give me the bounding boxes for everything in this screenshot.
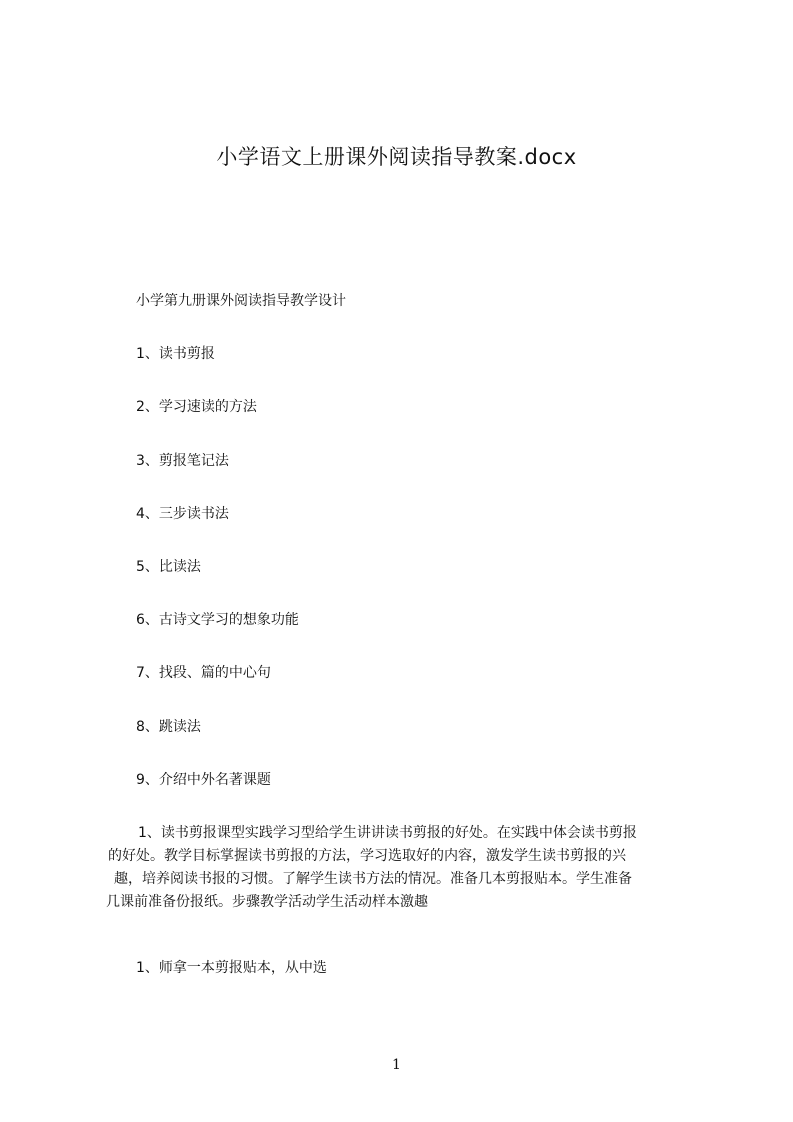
list-item: 2、学习速读的方法 [136,399,257,415]
list-item: 3、剪报笔记法 [136,453,229,469]
paragraph-line: 的好处。教学目标掌握读书剪报的方法，学习选取好的内容，激发学生读书剪报的兴 [108,848,626,864]
document-title: 小学语文上册课外阅读指导教案.docx [216,145,577,169]
paragraph-line: 几课前准备份报纸。步骤教学活动学生活动样本激趣 [106,894,428,910]
paragraph-line: 1、读书剪报课型实践学习型给学生讲讲读书剪报的好处。在实践中体会读书剪报 [138,825,637,841]
page-number: 1 [392,1057,401,1073]
document-subtitle: 小学第九册课外阅读指导教学设计 [136,293,346,309]
list-item: 8、跳读法 [136,719,201,735]
list-item: 7、找段、篇的中心句 [136,665,271,681]
paragraph-line: 趣，培养阅读书报的习惯。了解学生读书方法的情况。准备几本剪报贴本。学生准备 [114,871,632,887]
list-item: 6、古诗文学习的想象功能 [136,612,299,628]
list-item: 5、比读法 [136,559,201,575]
list-item: 1、读书剪报 [136,346,215,362]
body-paragraph [106,822,718,914]
list-item: 4、三步读书法 [136,506,229,522]
final-line: 1、师拿一本剪报贴本，从中选 [136,960,327,976]
list-item: 9、介绍中外名著课题 [136,772,271,788]
